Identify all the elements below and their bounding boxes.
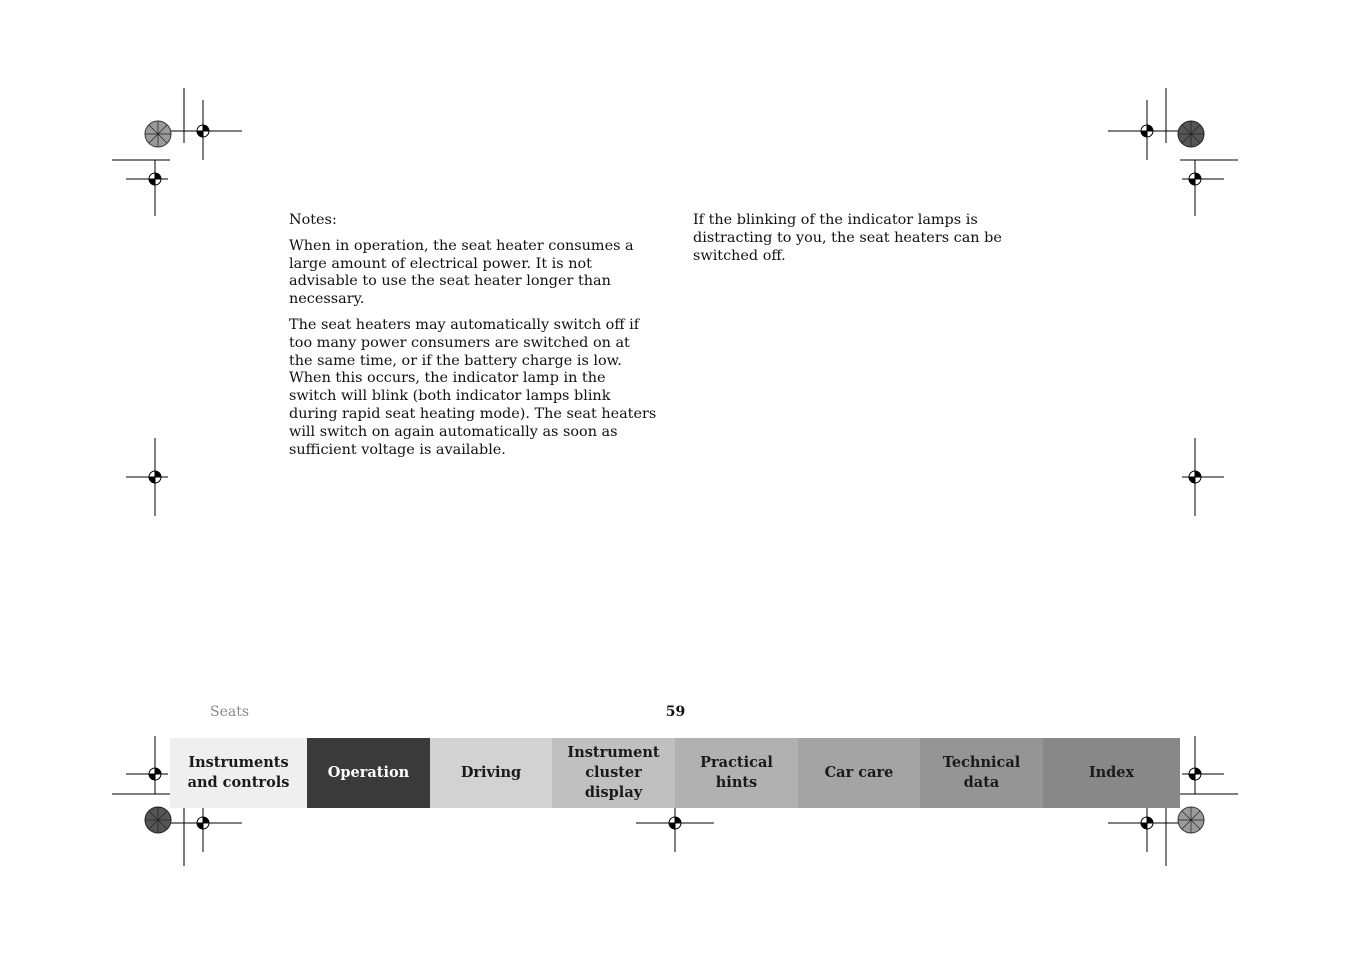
tab-label: Operation: [327, 764, 410, 781]
tab-technical-data[interactable]: [920, 738, 1043, 808]
tab-instruments-and-controls[interactable]: [170, 738, 307, 808]
chapter-tab-bar: [170, 738, 1180, 808]
tab-label: Instrument cluster display: [567, 744, 660, 801]
right-column: [693, 212, 1053, 273]
tab-label: Practical hints: [700, 754, 773, 791]
section-label: Seats: [210, 704, 250, 720]
paragraph: The seat heaters may automatically switch off if too many power consumers are switched on at the same time, or if the battery charge is low. When this occurs, the indicator lamp in the switch will blink (both indicator lamps blink during rapid seat heating mode). The seat heaters will switch on again automatically as soon as sufficient voltage is available.: [289, 316, 657, 458]
tab-instrument-cluster-display[interactable]: [552, 738, 675, 808]
tab-label: Index: [1088, 764, 1135, 781]
tab-label: Driving: [460, 764, 522, 781]
paragraph: If the blinking of the indicator lamps is distracting to you, the seat heaters can be switched off.: [693, 212, 1002, 264]
tab-car-care[interactable]: [798, 738, 920, 808]
tab-practical-hints[interactable]: [675, 738, 798, 808]
tab-index[interactable]: [1043, 738, 1180, 808]
page-number: 59: [665, 704, 686, 720]
tab-operation[interactable]: [307, 738, 430, 808]
tab-label: Instruments and controls: [187, 754, 290, 791]
tab-label: Car care: [824, 764, 894, 781]
left-column: [289, 212, 657, 467]
tab-driving[interactable]: [430, 738, 552, 808]
notes-heading: Notes:: [289, 212, 337, 228]
paragraph: When in operation, the seat heater consumes a large amount of electrical power. It is not advisable to use the seat heater longer than necessary.: [289, 237, 634, 308]
tab-label: Technical data: [942, 754, 1021, 791]
